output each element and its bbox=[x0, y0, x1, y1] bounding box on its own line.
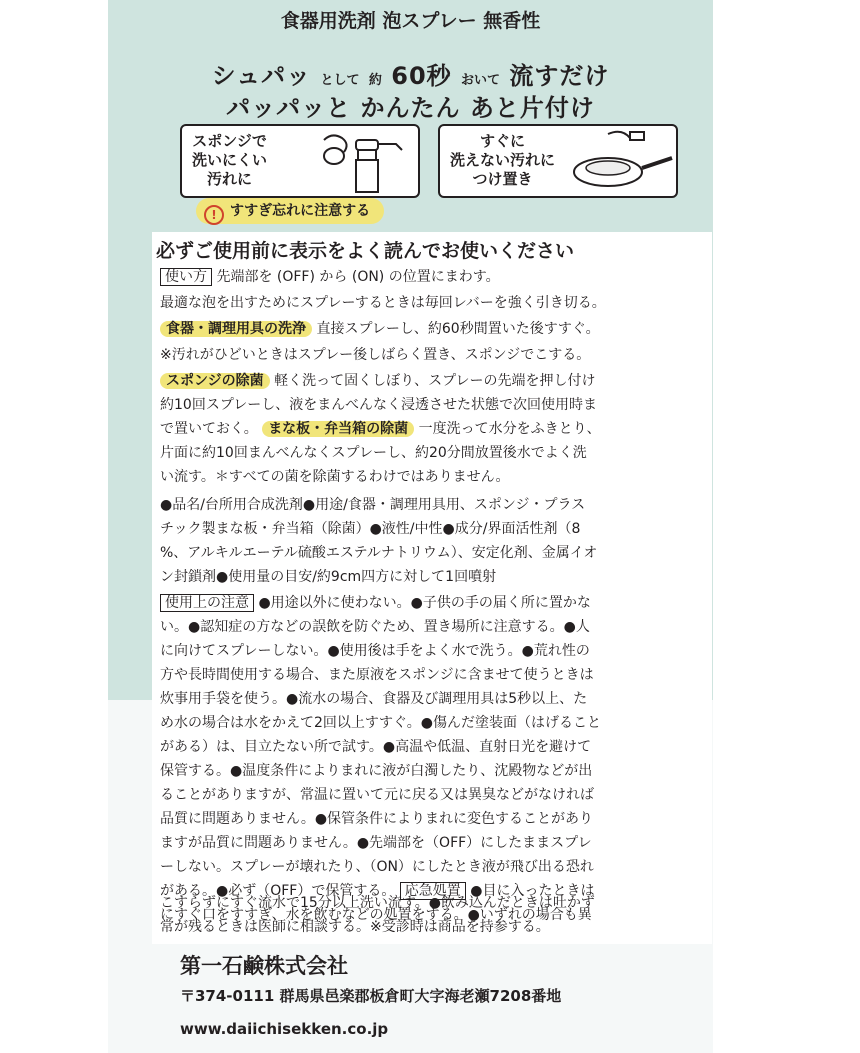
text-line: め水の場合は水をかえて2回以上すすぐ。●傷んだ塗装面（はげること bbox=[160, 715, 601, 731]
headline-line-2: パッパッと かんたん あと片付け bbox=[226, 94, 595, 122]
exclamation-icon: ! bbox=[204, 205, 224, 225]
soak-usage-text: すぐに 洗えない汚れに つけ置き bbox=[450, 132, 556, 188]
highlight-tableware: 食器・調理用具の洗浄 bbox=[160, 321, 312, 337]
text-line: がある）は、目立たない所で試す。●高温や低温、直射日光を避けて bbox=[160, 739, 592, 755]
text-line: 片面に約10回まんべんなくスプレーし、約20分間放置後水でよく洗 bbox=[160, 445, 587, 461]
highlight-sponge: スポンジの除菌 bbox=[160, 373, 270, 389]
text-line bbox=[160, 266, 500, 286]
text-line bbox=[160, 370, 596, 390]
instructions-panel bbox=[152, 232, 712, 944]
headline-rinse: 流すだけ bbox=[509, 62, 610, 90]
line-text: 直接スプレーし、約60秒間置いた後すすぐ。 bbox=[316, 321, 600, 337]
text-line: 最適な泡を出すためにスプレーするときは毎回レバーを強く引き切る。 bbox=[160, 295, 606, 311]
line-text: がある。●必ず（OFF）で保管する。 bbox=[160, 883, 396, 899]
text-line: ーしない。スプレーが壊れたり、（ON）にしたとき液が飛び出る恐れ bbox=[160, 859, 594, 875]
text-line: ※汚れがひどいときはスプレー後しばらく置き、スポンジでこする。 bbox=[160, 347, 591, 363]
soak-usage-box bbox=[438, 124, 678, 198]
text-line: 約10回スプレーし、液をまんべんなく浸透させた状態で次回使用時ま bbox=[160, 397, 597, 413]
product-label bbox=[108, 0, 713, 1053]
pan-icon bbox=[568, 126, 678, 196]
text-line bbox=[160, 592, 591, 612]
section-box-firstaid: 応急処置 bbox=[400, 882, 466, 900]
text-line: 炊事用手袋を使う。●流水の場合、食器及び調理用具は5秒以上、た bbox=[160, 691, 588, 707]
sponge-usage-text: スポンジで 洗いにくい 汚れに bbox=[192, 132, 268, 188]
headline-small-yaku: 約 bbox=[368, 73, 382, 88]
spray-bottle-icon bbox=[306, 126, 416, 196]
headline-seconds: 60秒 bbox=[391, 62, 452, 90]
text-line: にすぐ口をすすぎ、水を飲むなどの処置をする。●いずれの場合も異 bbox=[160, 907, 592, 923]
text-line: ン封鎖剤●使用量の目安/約9cm四方に対して1回噴射 bbox=[160, 569, 497, 585]
headline-word-shupa: シュパッ bbox=[211, 62, 312, 90]
text-line: ることがありますが、常温に置いて元に戻る又は異臭などがなければ bbox=[160, 787, 594, 803]
text-line: 保管する。●温度条件によりまれに液が白濁したり、沈殿物などが出 bbox=[160, 763, 593, 779]
headline-small-oite: おいて bbox=[461, 73, 501, 88]
text-line: 品質に問題ありません。●保管条件によりまれに変色することがあり bbox=[160, 811, 594, 827]
line-text: で置いておく。 bbox=[160, 421, 258, 437]
text-line: い流す。＊すべての菌を除菌するわけではありません。 bbox=[160, 469, 510, 485]
sponge-usage-box bbox=[180, 124, 420, 198]
line-text: 先端部を (OFF) から (ON) の位置にまわす。 bbox=[216, 269, 500, 285]
rinse-warning bbox=[196, 198, 384, 224]
rinse-warning-text: すすぎ忘れに注意する bbox=[230, 203, 371, 219]
company-name: 第一石鹸株式会社 bbox=[180, 954, 348, 978]
company-url: www.daiichisekken.co.jp bbox=[180, 1020, 389, 1038]
highlight-cuttingboard: まな板・弁当箱の除菌 bbox=[262, 421, 414, 437]
text-line: 方や長時間使用する場合、また原液をスポンジに含ませて使うときは bbox=[160, 667, 594, 683]
text-line bbox=[160, 318, 600, 338]
text-line: ますが品質に問題ありません。●先端部を（OFF）にしたままスプレ bbox=[160, 835, 592, 851]
text-line: こすらずにすぐ流水で15分以上洗い流す。●飲み込んだときは吐かず bbox=[160, 895, 595, 911]
line-text: 一度洗って水分をふきとり、 bbox=[418, 421, 601, 437]
line-text: ●用途以外に使わない。●子供の手の届く所に置かな bbox=[258, 595, 591, 611]
line-text: 軽く洗って固くしぼり、スプレーの先端を押し付け bbox=[274, 373, 596, 389]
text-line: ●品名/台所用合成洗剤●用途/食器・調理用具用、スポンジ・プラス bbox=[160, 497, 586, 513]
section-box-usage: 使い方 bbox=[160, 268, 212, 286]
read-before-use-heading: 必ずご使用前に表示をよく読んでお使いください bbox=[156, 240, 575, 262]
line-text: ●目に入ったときは bbox=[470, 883, 595, 899]
text-line: %、アルキルエーテル硫酸エステルナトリウム）、安定化剤、金属イオ bbox=[160, 545, 598, 561]
text-line: い。●認知症の方などの誤飲を防ぐため、置き場所に注意する。●人 bbox=[160, 619, 590, 635]
headline-small-toshite: として bbox=[320, 73, 360, 88]
text-line: チック製まな板・弁当箱（除菌）●液性/中性●成分/界面活性剤（8 bbox=[160, 521, 581, 537]
company-address: 〒374-0111 群馬県邑楽郡板倉町大字海老瀬7208番地 bbox=[180, 987, 562, 1005]
product-title: 食器用洗剤 泡スプレー 無香性 bbox=[280, 10, 541, 32]
text-line bbox=[160, 418, 601, 438]
headline-line-1 bbox=[108, 56, 713, 91]
section-box-cautions: 使用上の注意 bbox=[160, 594, 254, 612]
text-line: に向けてスプレーしない。●使用後は手をよく水で洗う。●荒れ性の bbox=[160, 643, 590, 659]
text-line: 常が残るときは医師に相談する。※受診時は商品を持参する。 bbox=[160, 919, 550, 935]
